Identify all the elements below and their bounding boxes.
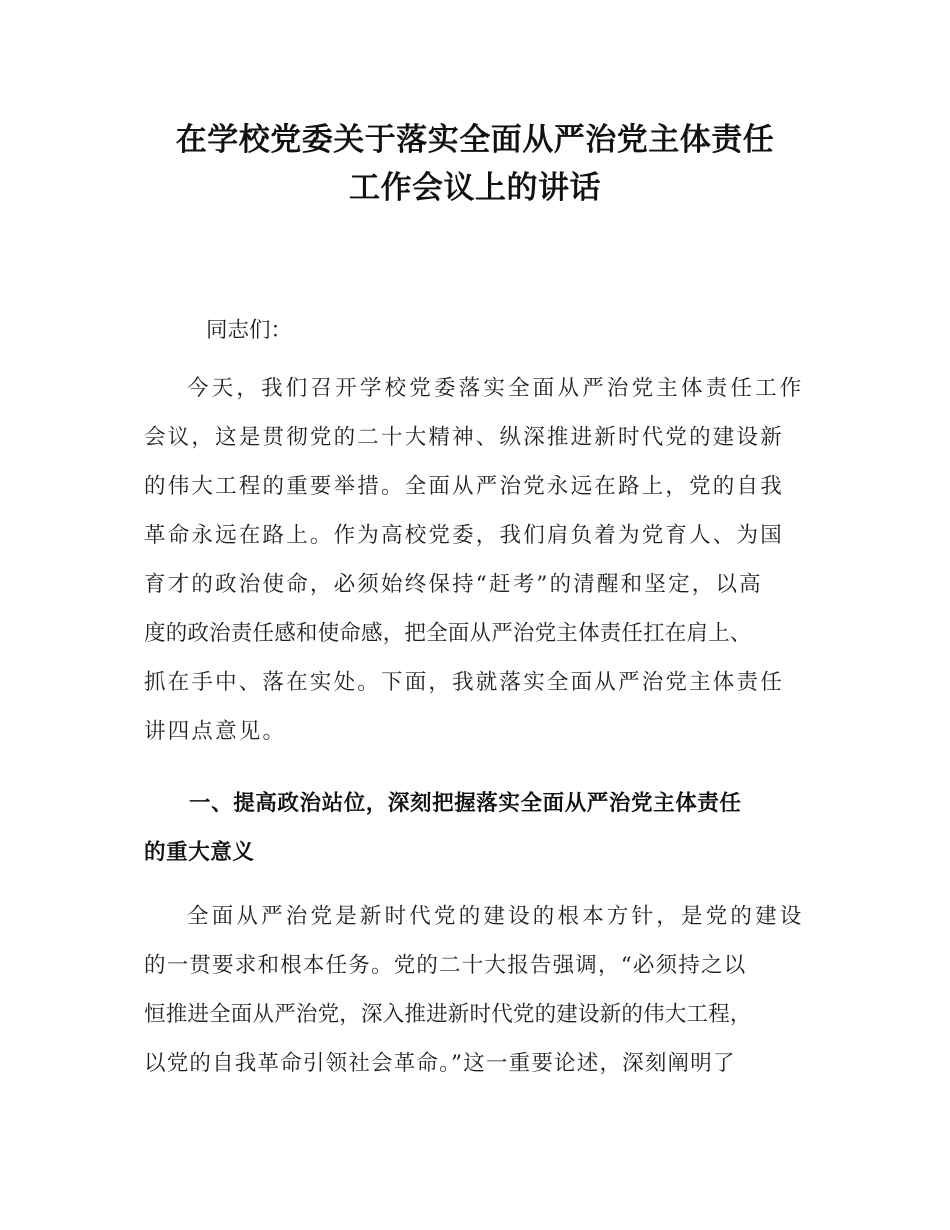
- intro-line: 今天，我们召开学校党委落实全面从严治党主体责任工作: [187, 376, 805, 401]
- section-1-line: 以党的自我革命引领社会革命。”这一重要论述，深刻阐明了: [144, 1051, 736, 1076]
- section-1-line: 全面从严治党是新时代党的建设的根本方针，是党的建设: [187, 904, 805, 929]
- section-1-line: 恒推进全面从严治党，深入推进新时代党的建设新的伟大工程，: [144, 1002, 752, 1027]
- salutation-text: 同志们：: [206, 318, 293, 343]
- intro-line: 讲四点意见。: [144, 719, 287, 744]
- intro-paragraph: [144, 364, 824, 756]
- section-heading-line: 的重大意义: [144, 840, 255, 865]
- intro-line: 抓在手中、落在实处。下面，我就落实全面从严治党主体责任: [144, 670, 784, 695]
- section-1-paragraph: [144, 892, 824, 1088]
- section-1-line: 的一贯要求和根本任务。党的二十大报告强调，“必须持之以: [144, 953, 747, 978]
- document-title-line-1: 在学校党委关于落实全面从严治党主体责任: [175, 122, 775, 158]
- intro-line: 度的政治责任感和使命感，把全面从严治党主体责任扛在肩上、: [144, 621, 752, 646]
- intro-line: 育才的政治使命，必须始终保持“赶考”的清醒和坚定，以高: [144, 572, 763, 597]
- salutation: [144, 306, 824, 355]
- intro-line: 的伟大工程的重要举措。全面从严治党永远在路上，党的自我: [144, 474, 784, 499]
- section-heading-line: 一、提高政治站位，深刻把握落实全面从严治党主体责任: [189, 791, 742, 816]
- document-title-line-2: 工作会议上的讲话: [349, 170, 601, 206]
- intro-line: 革命永远在路上。作为高校党委，我们肩负着为党育人、为国: [144, 523, 784, 548]
- intro-line: 会议，这是贯彻党的二十大精神、纵深推进新时代党的建设新: [144, 425, 784, 450]
- section-1-heading: [144, 779, 824, 877]
